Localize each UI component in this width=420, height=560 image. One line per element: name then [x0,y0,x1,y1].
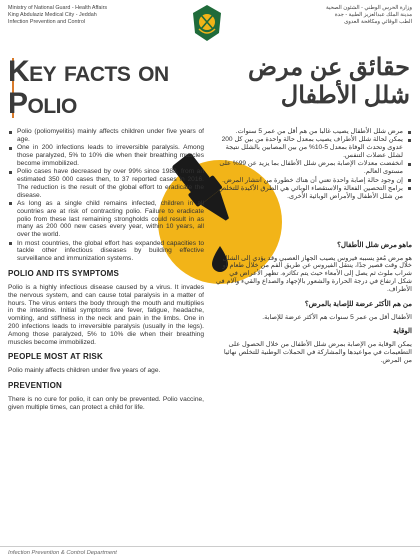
header-arabic [262,5,412,26]
risk-heading: PEOPLE MOST AT RISK [8,352,103,362]
prevention-text: There is no cure for polio, it can only be prevented. Polio vaccine, given multiple times, can protect a child for life. [8,396,204,411]
header-english [8,5,158,26]
header-ar-line: الطب الوقائي ومكافحة العدوى [344,19,412,25]
page-title-english [8,56,218,120]
symptoms-heading: POLIO AND ITS SYMPTOMS [8,268,120,278]
list-item: One in 200 infections leads to irreversible paralysis. Among those paralyzed, 5% to 10% die when their breathing muscles become immobilized. [8,144,204,167]
prevention-text-arabic: يمكن الوقاية من الإصابة بمرض شلل الأطفال من خلال الحصول على التطعيمات في مواعيدها والمشاركة في الحملات الوطنية للتخلص نهائيا من المرض. [223,341,412,364]
list-item: As long as a single child remains infected, children in all countries are at risk of contracting polio. Failure to eradicate polio from these last remaining strongholds could result in as many as 200 000 new cases every year, within 10 years, all over the world. [8,200,204,239]
list-item: انخفضت معدلات الإصابة بمرض شلل الأطفال بما يزيد عن 99% على مستوى العالم. [214,160,412,176]
english-column [8,128,204,412]
title-line-1: Key facts on [8,55,169,88]
prevention-heading: PREVENTION [8,381,63,391]
list-item: Polio cases have decreased by over 99% since 1988, from an estimated 350 000 cases then, to 37 reported cases in 2016. The reduction is the result of the global effort to eradicate the disease. [8,168,204,199]
page-header [0,0,420,48]
risk-text: Polio mainly affects children under five years of age. [8,367,161,375]
header-ar-line: وزارة الحرس الوطني - الشئون الصحية [325,5,412,11]
page-footer [0,546,420,560]
national-guard-emblem-logo [185,3,229,43]
header-en-line: Infection Prevention and Control [8,19,86,25]
prevention-heading-arabic: الوقاية [393,328,412,336]
key-facts-list [8,128,204,263]
arabic-column [214,128,412,365]
list-item: يمكن لحالة شلل الأطراف يصيب بمعدل حالة واحدة من بين كل 200 عدوى وتحدث الوفاة بمعدل 5-10% من بين المصابين بالشلل نتيجة لشلل عضلات التنفس. [214,136,412,159]
list-item: مرض شلل الأطفال يصيب غالبا من هم أقل من عمر 5 سنوات. [214,128,412,136]
title-line-2: Polio [8,87,77,120]
risk-heading-arabic: من هم الأكثر عرضة للإصابة بالمرض؟ [304,300,412,308]
symptoms-text: Polio is a highly infectious disease caused by a virus. It invades the nervous system, and can cause total paralysis in a matter of hours. The virus enters the body through the mouth and multiplies in the intestine. Initial symptoms are fever, fatigue, headache, vomiting, and stiffness in the neck and pain in the limbs. One in 200 infections leads to irreversible paralysis (usually in the legs). Among those paralyzed, 5% to 10% die when their breathing muscles become immobilized. [8,283,204,346]
footer-department: Infection Prevention & Control Department [8,550,117,556]
list-item: Polio (poliomyelitis) mainly affects children under five years of age. [8,128,204,144]
key-facts-list-arabic [214,128,412,201]
list-item: إن وجود حالة إصابة واحدة تعني أن هناك خطورة من انتشار المرض. [214,177,412,185]
header-en-line: King Abdulaziz Medical City - Jeddah [8,12,97,18]
list-item: In most countries, the global effort has expanded capacities to tackle other infectious diseases by building effective surveillance and immunization systems. [8,240,204,263]
page-title-arabic: حقائق عن مرض شلل الأطفال [247,54,410,109]
header-en-line: Ministry of National Guard - Health Affairs [8,5,108,11]
list-item: برامج التحصين الفعالة والاستقصاء الوبائي هي الطرق الأكيدة للتخلص من شلل الأطفال والأمراض الوبائية الأخرى. [214,185,412,201]
what-is-polio-text: هو مرض مُعدٍ يسببه فيروس يصيب الجهاز العصبي وقد يؤدي إلى الشلل خلال وقت قصير جدًا، ينتقل الفيروس عن طريق الفم من خلال طعام أو شراب ملوث ثم يصل إلى الأمعاء حيث يتم تكاثره. تظهر الأعراض في شكل ارتفاع في درجة الحرارة والشعور بالإجهاد والصداع والقيء وآلام في الأطراف. [216,254,412,293]
what-is-polio-heading: ماهو مرض شلل الأطفال؟ [337,241,412,249]
risk-text-arabic: الأطفال أقل من عمر 5 سنوات هم الأكثر عرضة للإصابة. [262,313,412,321]
header-ar-line: مدينة الملك عبدالعزيز الطبية - جدة [334,12,412,18]
